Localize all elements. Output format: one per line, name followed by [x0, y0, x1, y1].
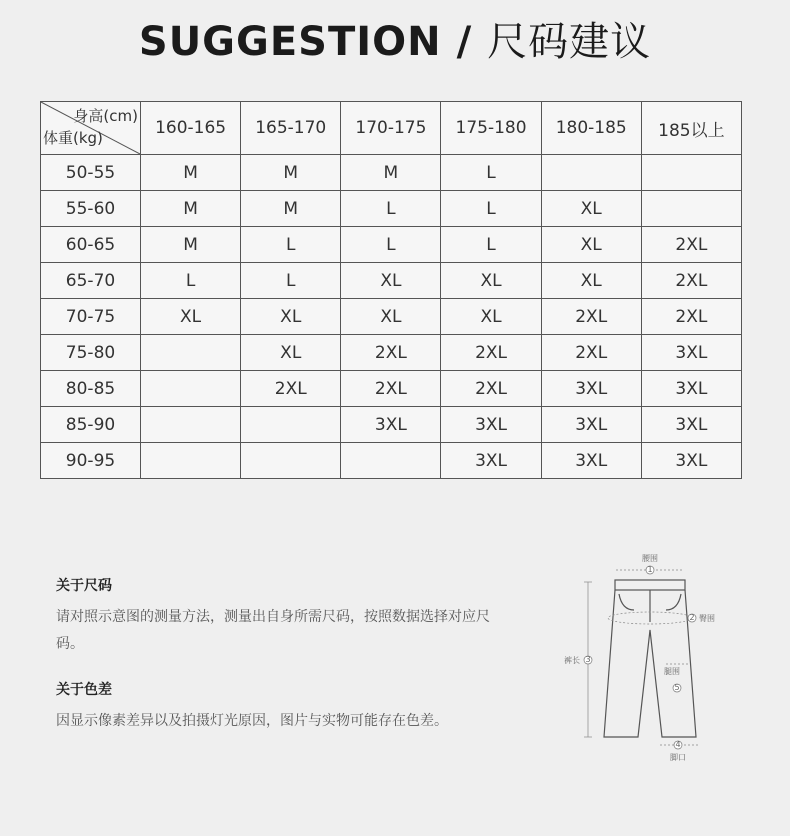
table-row — [41, 263, 742, 299]
size-cell: 2XL — [341, 335, 441, 371]
size-cell: L — [241, 227, 341, 263]
hip-label: 臀围 — [699, 614, 715, 623]
size-cell: 3XL — [641, 407, 741, 443]
size-table-body — [41, 155, 742, 479]
size-cell — [641, 191, 741, 227]
about-size-section — [56, 573, 496, 658]
size-cell: 2XL — [441, 335, 541, 371]
size-cell — [141, 371, 241, 407]
about-color-section — [56, 677, 496, 735]
height-header: 165-170 — [241, 102, 341, 155]
size-cell: 2XL — [241, 371, 341, 407]
weight-cell: 75-80 — [41, 335, 141, 371]
size-cell: XL — [441, 263, 541, 299]
table-row — [41, 191, 742, 227]
waistband-shape — [615, 580, 685, 590]
size-cell — [641, 155, 741, 191]
page-title — [0, 10, 790, 67]
table-row — [41, 155, 742, 191]
height-axis-label: 身高(cm) — [73, 107, 138, 125]
about-size-text: 请对照示意图的测量方法，测量出自身所需尺码，按照数据选择对应尺码。 — [56, 609, 490, 652]
size-cell: 3XL — [641, 335, 741, 371]
size-cell — [141, 443, 241, 479]
size-cell: L — [441, 227, 541, 263]
height-header: 170-175 — [341, 102, 441, 155]
about-color-text: 因显示像素差异以及拍摄灯光原因，图片与实物可能存在色差。 — [56, 713, 448, 729]
pants-measurement-diagram — [560, 552, 740, 767]
size-cell — [241, 407, 341, 443]
size-cell: M — [141, 227, 241, 263]
size-cell: L — [241, 263, 341, 299]
title-chinese: 尺码建议 — [487, 19, 652, 65]
table-row — [41, 299, 742, 335]
size-cell: L — [141, 263, 241, 299]
header-row — [41, 102, 742, 155]
size-cell: XL — [541, 191, 641, 227]
size-cell: 2XL — [641, 263, 741, 299]
left-pocket — [619, 594, 634, 610]
size-cell: XL — [441, 299, 541, 335]
about-size-heading: 关于尺码 — [56, 578, 112, 594]
weight-cell: 50-55 — [41, 155, 141, 191]
weight-cell: 85-90 — [41, 407, 141, 443]
size-cell — [141, 335, 241, 371]
size-cell: L — [341, 191, 441, 227]
size-cell: 2XL — [641, 299, 741, 335]
size-cell: 3XL — [541, 443, 641, 479]
size-cell: M — [241, 155, 341, 191]
waist-label: 腰围 — [642, 554, 658, 563]
size-cell: M — [141, 155, 241, 191]
size-cell: XL — [241, 335, 341, 371]
height-header: 160-165 — [141, 102, 241, 155]
size-cell: XL — [341, 263, 441, 299]
size-cell: XL — [141, 299, 241, 335]
weight-cell: 55-60 — [41, 191, 141, 227]
length-number: 3 — [585, 655, 591, 664]
size-cell: L — [441, 191, 541, 227]
size-cell: 3XL — [541, 371, 641, 407]
table-row — [41, 335, 742, 371]
table-row — [41, 371, 742, 407]
title-english: SUGGESTION — [138, 19, 442, 65]
right-pocket — [666, 594, 681, 610]
thigh-label: 腿围 — [664, 667, 680, 676]
table-row — [41, 443, 742, 479]
size-cell — [241, 443, 341, 479]
hem-number: 4 — [675, 740, 681, 749]
weight-axis-label: 体重(kg) — [43, 129, 103, 147]
size-cell: M — [141, 191, 241, 227]
weight-cell: 90-95 — [41, 443, 141, 479]
height-header: 180-185 — [541, 102, 641, 155]
size-cell: 3XL — [441, 407, 541, 443]
size-cell: 3XL — [641, 443, 741, 479]
title-separator: / — [456, 19, 473, 65]
size-cell: XL — [341, 299, 441, 335]
about-color-heading: 关于色差 — [56, 682, 112, 698]
hip-number: 2 — [689, 613, 695, 622]
size-cell: M — [341, 155, 441, 191]
size-cell — [141, 407, 241, 443]
size-cell: 2XL — [541, 335, 641, 371]
table-row — [41, 407, 742, 443]
size-cell: XL — [541, 263, 641, 299]
height-header: 175-180 — [441, 102, 541, 155]
size-cell: 2XL — [441, 371, 541, 407]
table-row — [41, 227, 742, 263]
size-cell: L — [441, 155, 541, 191]
size-cell — [541, 155, 641, 191]
size-cell: 3XL — [341, 407, 441, 443]
size-cell: XL — [241, 299, 341, 335]
weight-cell: 80-85 — [41, 371, 141, 407]
thigh-number: 5 — [674, 683, 680, 692]
length-label: 裤长 — [564, 656, 580, 665]
size-cell: 2XL — [341, 371, 441, 407]
weight-cell: 60-65 — [41, 227, 141, 263]
hem-label: 脚口 — [670, 753, 686, 762]
weight-cell: 65-70 — [41, 263, 141, 299]
size-cell: 3XL — [541, 407, 641, 443]
height-header: 185以上 — [641, 102, 741, 155]
size-cell: 3XL — [641, 371, 741, 407]
waist-number: 1 — [647, 565, 653, 574]
size-cell: 2XL — [641, 227, 741, 263]
corner-cell — [41, 102, 141, 155]
size-chart-table — [40, 101, 742, 479]
size-cell: XL — [541, 227, 641, 263]
size-cell: L — [341, 227, 441, 263]
size-cell: M — [241, 191, 341, 227]
weight-cell: 70-75 — [41, 299, 141, 335]
size-cell: 3XL — [441, 443, 541, 479]
size-cell: 2XL — [541, 299, 641, 335]
size-cell — [341, 443, 441, 479]
